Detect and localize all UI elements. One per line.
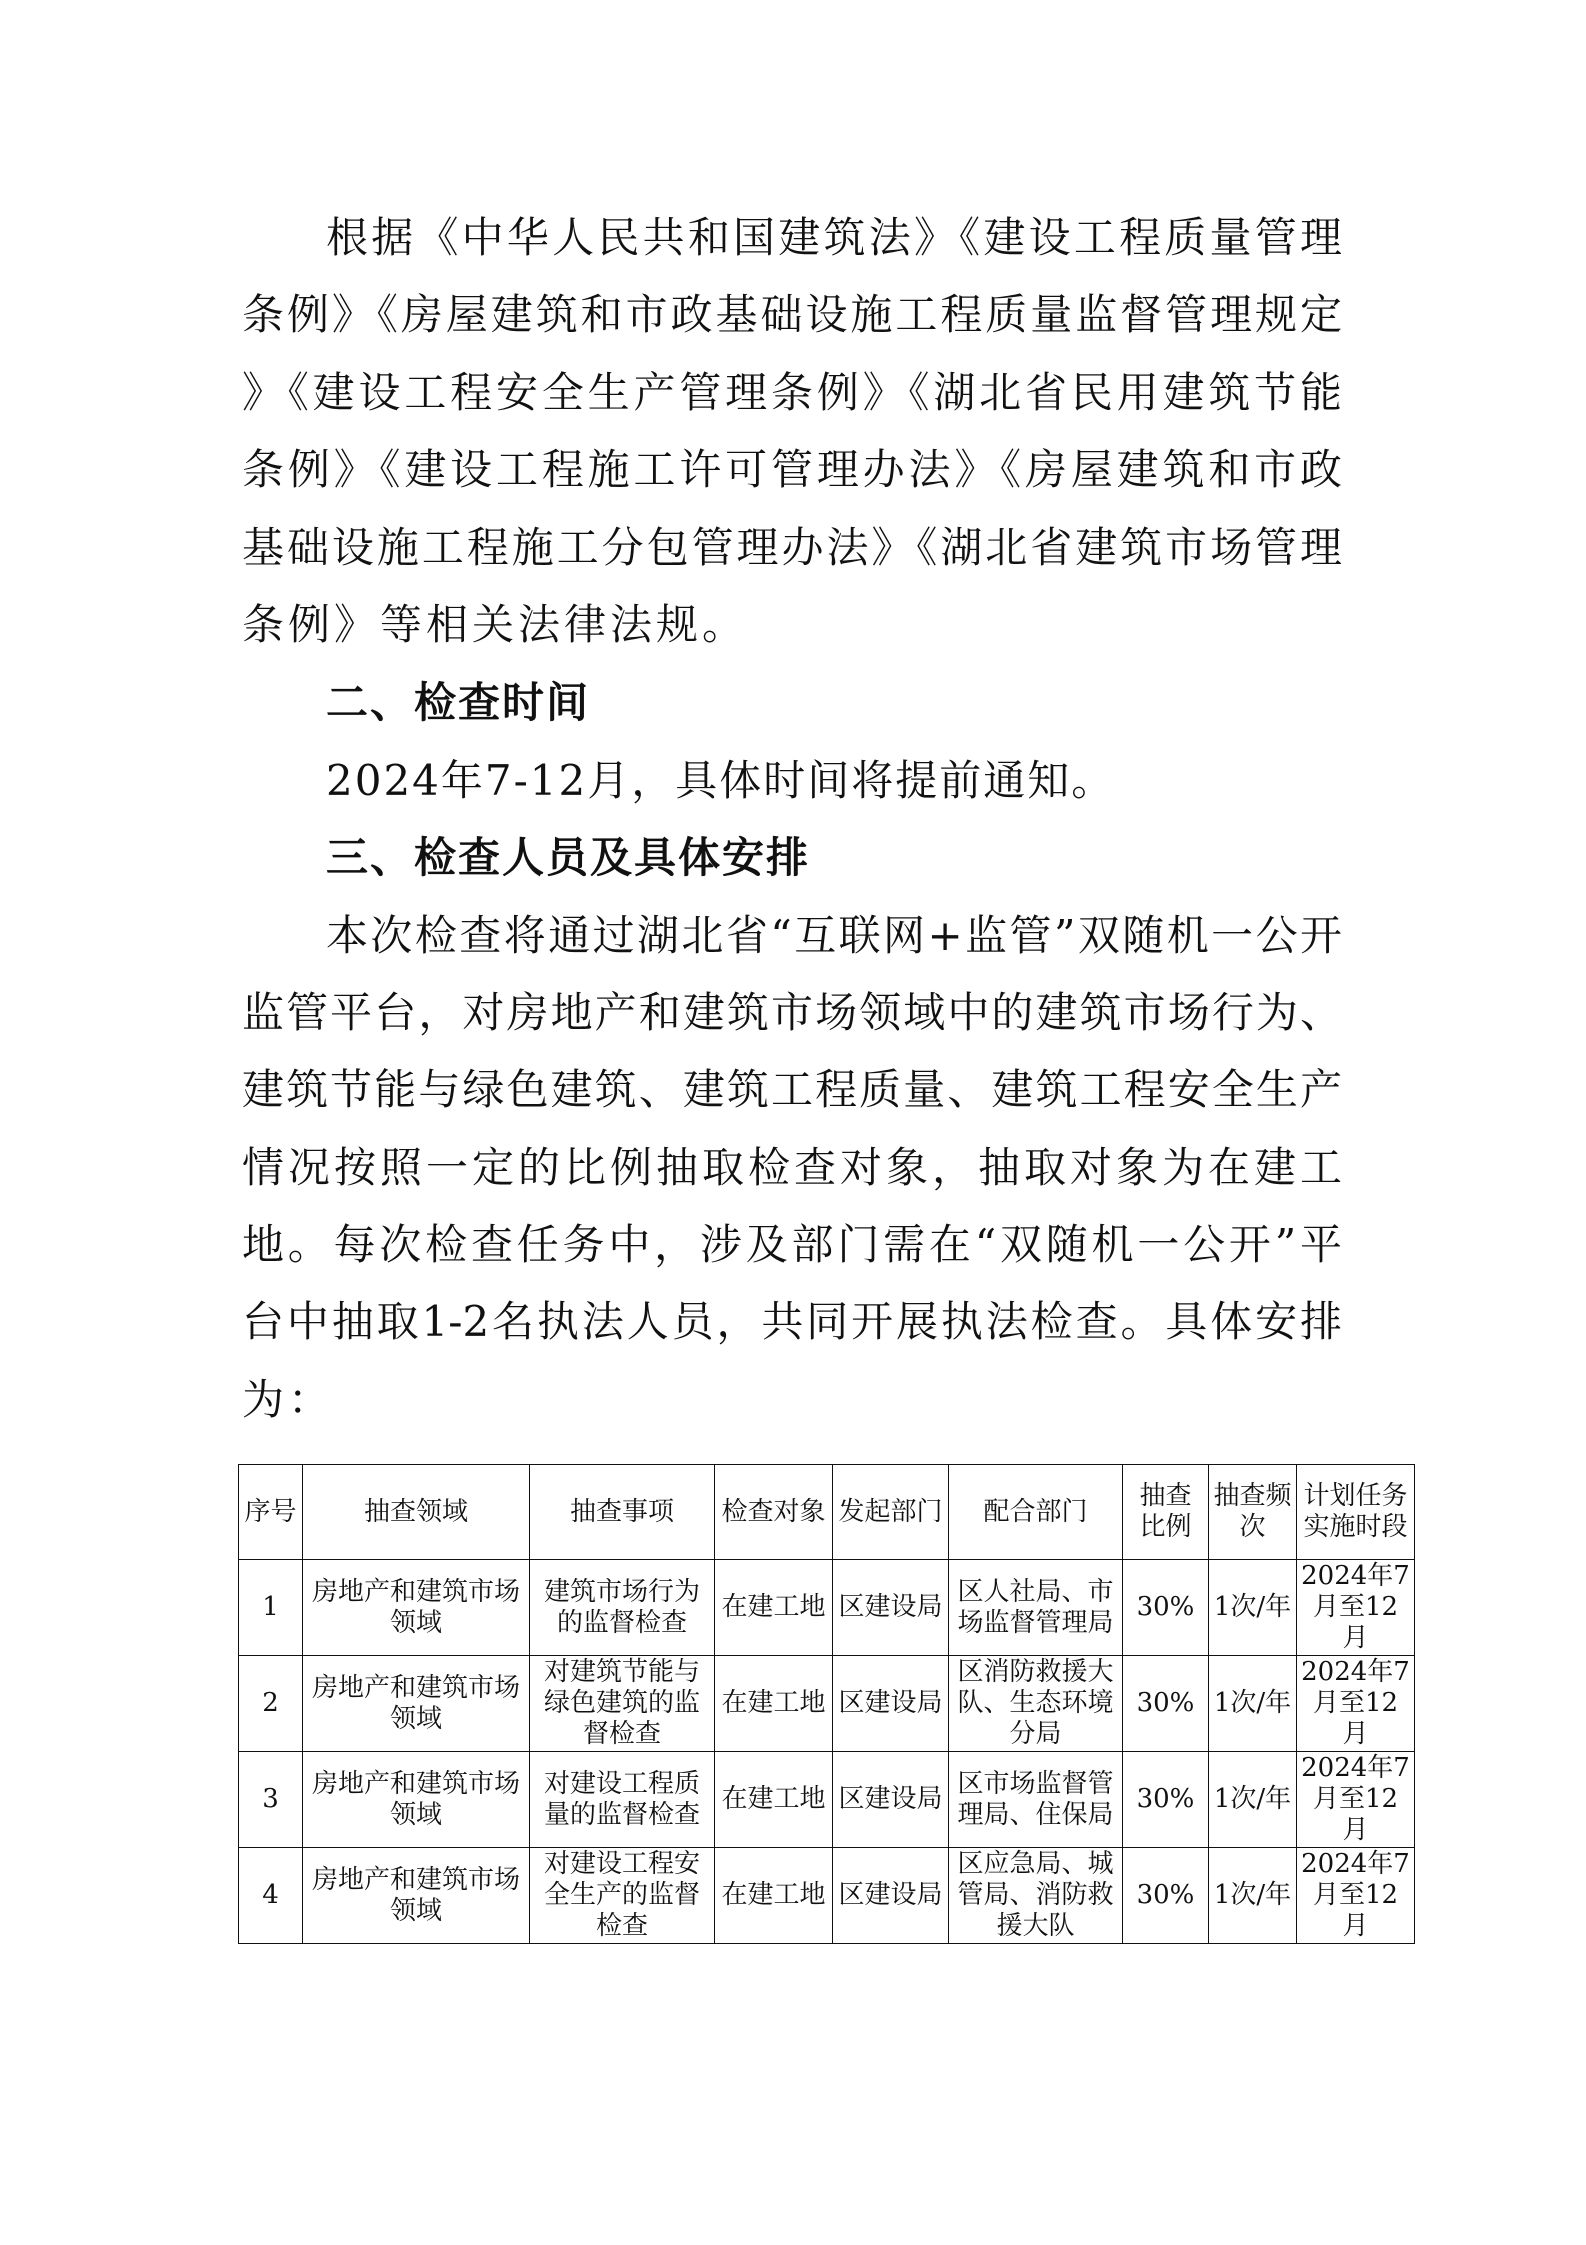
staff-line-7: 为：: [242, 1375, 335, 1424]
cell-cooperators: 区应急局、城管局、消防救援大队: [949, 1848, 1123, 1944]
cell-domain: 房地产和建筑市场领域: [303, 1848, 530, 1944]
cell-ratio: 30%: [1123, 1560, 1209, 1656]
header-index: 序号: [239, 1465, 303, 1560]
cell-period: 2024年7月至12月: [1297, 1560, 1415, 1656]
staff-line-3: 建筑节能与绿色建筑、建筑工程质量、建筑工程安全生产: [242, 1065, 1342, 1114]
header-frequency: 抽查频次: [1209, 1465, 1297, 1560]
table-row: [239, 1560, 1415, 1656]
cell-domain: 房地产和建筑市场领域: [303, 1656, 530, 1752]
staff-line-2: 监管平台，对房地产和建筑市场领域中的建筑市场行为、: [242, 988, 1342, 1037]
cell-frequency: 1次/年: [1209, 1848, 1297, 1944]
cell-target: 在建工地: [715, 1560, 833, 1656]
header-initiator: 发起部门: [833, 1465, 949, 1560]
basis-line-1: 根据《中华人民共和国建筑法》《建设工程质量管理: [326, 213, 1342, 262]
header-domain: 抽查领域: [303, 1465, 530, 1560]
cell-period: 2024年7月至12月: [1297, 1752, 1415, 1848]
cell-domain: 房地产和建筑市场领域: [303, 1752, 530, 1848]
cell-period: 2024年7月至12月: [1297, 1656, 1415, 1752]
staff-line-1: 本次检查将通过湖北省“互联网+监管”双随机一公开: [326, 911, 1342, 960]
cell-initiator: 区建设局: [833, 1752, 949, 1848]
cell-target: 在建工地: [715, 1848, 833, 1944]
cell-period: 2024年7月至12月: [1297, 1848, 1415, 1944]
basis-line-4: 条例》《建设工程施工许可管理办法》《房屋建筑和市政: [242, 445, 1342, 494]
cell-index: 2: [239, 1656, 303, 1752]
cell-item: 对建设工程安全生产的监督检查: [530, 1848, 715, 1944]
table-row: [239, 1848, 1415, 1944]
header-item: 抽查事项: [530, 1465, 715, 1560]
header-period: 计划任务实施时段: [1297, 1465, 1415, 1560]
cell-initiator: 区建设局: [833, 1848, 949, 1944]
cell-item: 对建筑节能与绿色建筑的监督检查: [530, 1656, 715, 1752]
basis-line-3: 》《建设工程安全生产管理条例》《湖北省民用建筑节能: [242, 368, 1342, 417]
cell-index: 1: [239, 1560, 303, 1656]
header-cooperators: 配合部门: [949, 1465, 1123, 1560]
table-row: [239, 1656, 1415, 1752]
cell-frequency: 1次/年: [1209, 1752, 1297, 1848]
header-ratio: 抽查比例: [1123, 1465, 1209, 1560]
cell-item: 对建设工程质量的监督检查: [530, 1752, 715, 1848]
cell-target: 在建工地: [715, 1656, 833, 1752]
basis-line-2: 条例》《房屋建筑和市政基础设施工程质量监督管理规定: [242, 290, 1342, 339]
staff-line-5: 地。每次检查任务中，涉及部门需在“双随机一公开”平: [242, 1220, 1342, 1269]
basis-line-5: 基础设施工程施工分包管理办法》《湖北省建筑市场管理: [242, 523, 1342, 572]
cell-frequency: 1次/年: [1209, 1560, 1297, 1656]
basis-line-6: 条例》等相关法律法规。: [242, 600, 749, 649]
table-header-row: [239, 1465, 1415, 1560]
cell-cooperators: 区市场监督管理局、住保局: [949, 1752, 1123, 1848]
section-time-heading: 二、检查时间: [326, 678, 591, 727]
cell-initiator: 区建设局: [833, 1656, 949, 1752]
cell-frequency: 1次/年: [1209, 1656, 1297, 1752]
cell-domain: 房地产和建筑市场领域: [303, 1560, 530, 1656]
section-staff-heading: 三、检查人员及具体安排: [326, 833, 811, 882]
cell-ratio: 30%: [1123, 1656, 1209, 1752]
cell-cooperators: 区人社局、市场监督管理局: [949, 1560, 1123, 1656]
header-target: 检查对象: [715, 1465, 833, 1560]
table-row: [239, 1752, 1415, 1848]
section-time-text: 2024年7-12月，具体时间将提前通知。: [326, 756, 1116, 805]
cell-index: 4: [239, 1848, 303, 1944]
cell-item: 建筑市场行为的监督检查: [530, 1560, 715, 1656]
cell-ratio: 30%: [1123, 1848, 1209, 1944]
cell-ratio: 30%: [1123, 1752, 1209, 1848]
cell-cooperators: 区消防救援大队、生态环境分局: [949, 1656, 1123, 1752]
cell-index: 3: [239, 1752, 303, 1848]
cell-initiator: 区建设局: [833, 1560, 949, 1656]
staff-line-6: 台中抽取1-2名执法人员，共同开展执法检查。具体安排: [242, 1297, 1342, 1346]
inspection-plan-table: [238, 1464, 1415, 1944]
staff-line-4: 情况按照一定的比例抽取检查对象，抽取对象为在建工: [242, 1143, 1342, 1192]
cell-target: 在建工地: [715, 1752, 833, 1848]
